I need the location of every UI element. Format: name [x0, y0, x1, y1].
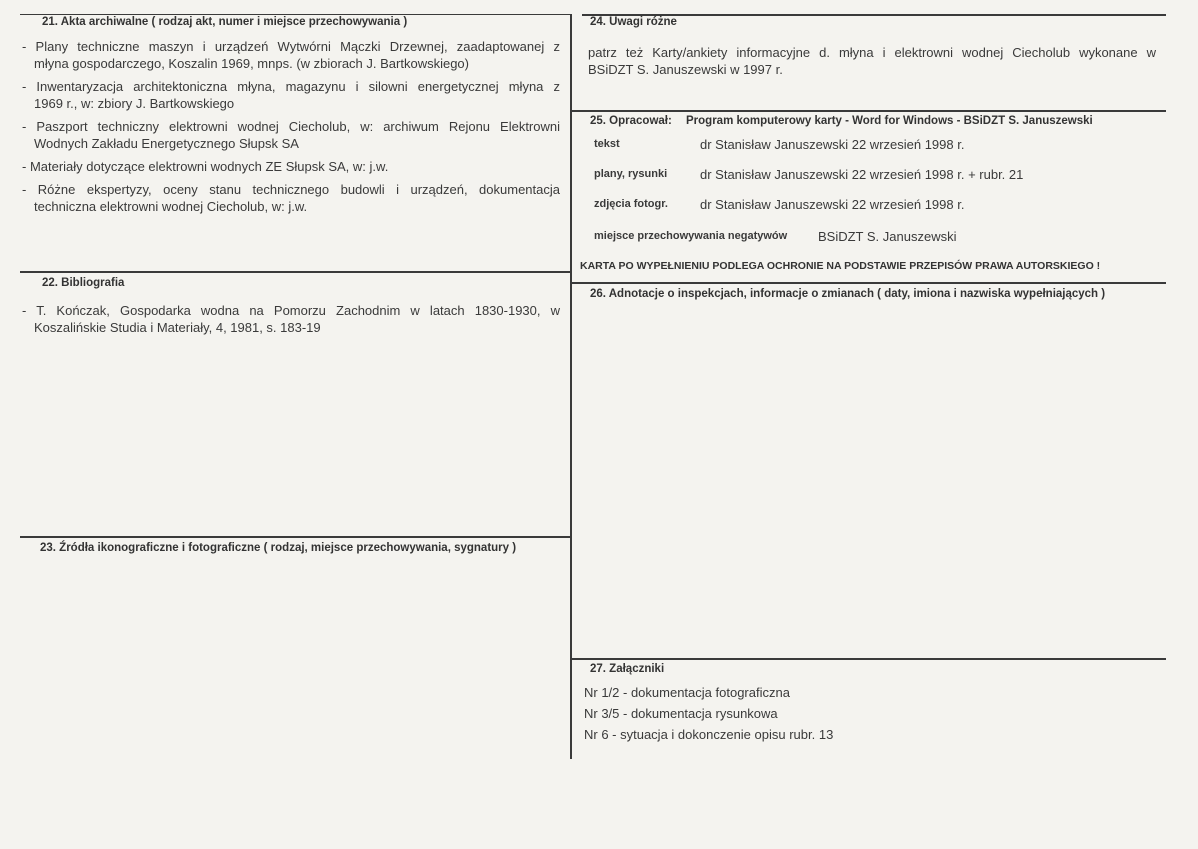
section-25-header-value: Program komputerowy karty - Word for Windows - BSiDZT S. Januszewski [686, 115, 1093, 127]
list-item-line: - Różne ekspertyzy, oceny stanu technicznego budowli i urządzeń, dokumentacja [22, 182, 560, 197]
section-22-header: 22. Bibliografia [42, 277, 125, 289]
attachment-item: Nr 1/2 - dokumentacja fotograficzna [584, 685, 790, 700]
list-item [22, 181, 560, 215]
divider-24-25 [572, 110, 1166, 112]
label-negatives: miejsce przechowywania negatywów [594, 230, 788, 242]
divider-22-23 [20, 536, 572, 538]
list-item-line: techniczna elektrowni wodnej Ciecholub, w: j.w. [34, 199, 308, 214]
divider-21-22 [20, 271, 572, 273]
list-item [22, 118, 560, 152]
section-21-list [22, 38, 560, 215]
top-border-left [20, 14, 572, 15]
attachment-item: Nr 3/5 - dokumentacja rysunkowa [584, 706, 778, 721]
bibliography-line: Koszalińskie Studia i Materiały, 4, 1981, s. 183-19 [34, 320, 321, 335]
divider-26-27 [572, 658, 1166, 660]
list-item-line: - Materiały dotyczące elektrowni wodnych ZE Słupsk SA, w: j.w. [22, 159, 389, 174]
value-negatives: BSiDZT S. Januszewski [818, 229, 957, 244]
column-divider [570, 14, 572, 759]
list-item-line: - Plany techniczne maszyn i urządzeń Wytwórni Mączki Drzewnej, zaadaptowanej z [22, 39, 560, 54]
section-27-list [584, 682, 1144, 745]
section-23-header: 23. Źródła ikonograficzne i fotograficzne ( rodzaj, miejsce przechowywania, sygnatury ) [40, 542, 517, 554]
label-tekst: tekst [594, 138, 620, 150]
value-zdjecia: dr Stanisław Januszewski 22 wrzesień 1998 r. [700, 197, 965, 212]
bibliography-line: - T. Kończak, Gospodarka wodna na Pomorzu Zachodnim w latach 1830-1930, w [22, 303, 560, 318]
copyright-warning: KARTA PO WYPEŁNIENIU PODLEGA OCHRONIE NA PODSTAWIE PRZEPISÓW PRAWA AUTORSKIEGO ! [580, 260, 1101, 272]
list-item [22, 38, 560, 72]
label-zdjecia: zdjęcia fotogr. [594, 198, 668, 210]
list-item [22, 158, 560, 175]
attachment-item: Nr 6 - sytuacja i dokonczenie opisu rubr. 13 [584, 727, 834, 742]
section-21-header: 21. Akta archiwalne ( rodzaj akt, numer i miejsce przechowywania ) [42, 16, 408, 28]
remarks-line: BSiDZT S. Januszewski w 1997 r. [588, 62, 783, 77]
value-plany: dr Stanisław Januszewski 22 wrzesień 1998 r. + rubr. 21 [700, 167, 1024, 182]
remarks-line: patrz też Karty/ankiety informacyjne d. młyna i elektrowni wodnej Ciecholub wykonane w [588, 45, 1156, 60]
list-item-line: młyna gospodarczego, Koszalin 1969, mnps. (w zbiorach J. Bartkowskiego) [34, 56, 469, 71]
list-item-line: 1969 r., w: zbiory J. Bartkowskiego [34, 96, 235, 111]
list-item [22, 78, 560, 112]
section-27-header: 27. Załączniki [590, 663, 665, 675]
list-item-line: - Paszport techniczny elektrowni wodnej Ciecholub, w: archiwum Rejonu Elektrowni [22, 119, 560, 134]
section-24-header: 24. Uwagi różne [590, 16, 677, 28]
list-item-line: - Inwentaryzacja architektoniczna młyna, magazynu i silowni energetycznej młyna z [22, 79, 560, 94]
section-22-entry [22, 302, 560, 336]
section-25-header-label: 25. Opracował: [590, 115, 672, 127]
list-item-line: Wodnych Zakładu Energetycznego Słupsk SA [34, 136, 299, 151]
value-tekst: dr Stanisław Januszewski 22 wrzesień 1998 r. [700, 137, 965, 152]
section-26-header: 26. Adnotacje o inspekcjach, informacje o zmianach ( daty, imiona i nazwiska wypełniających ) [590, 288, 1106, 300]
section-24-text [588, 44, 1156, 78]
divider-25-26 [572, 282, 1166, 284]
label-plany: plany, rysunki [594, 168, 668, 180]
